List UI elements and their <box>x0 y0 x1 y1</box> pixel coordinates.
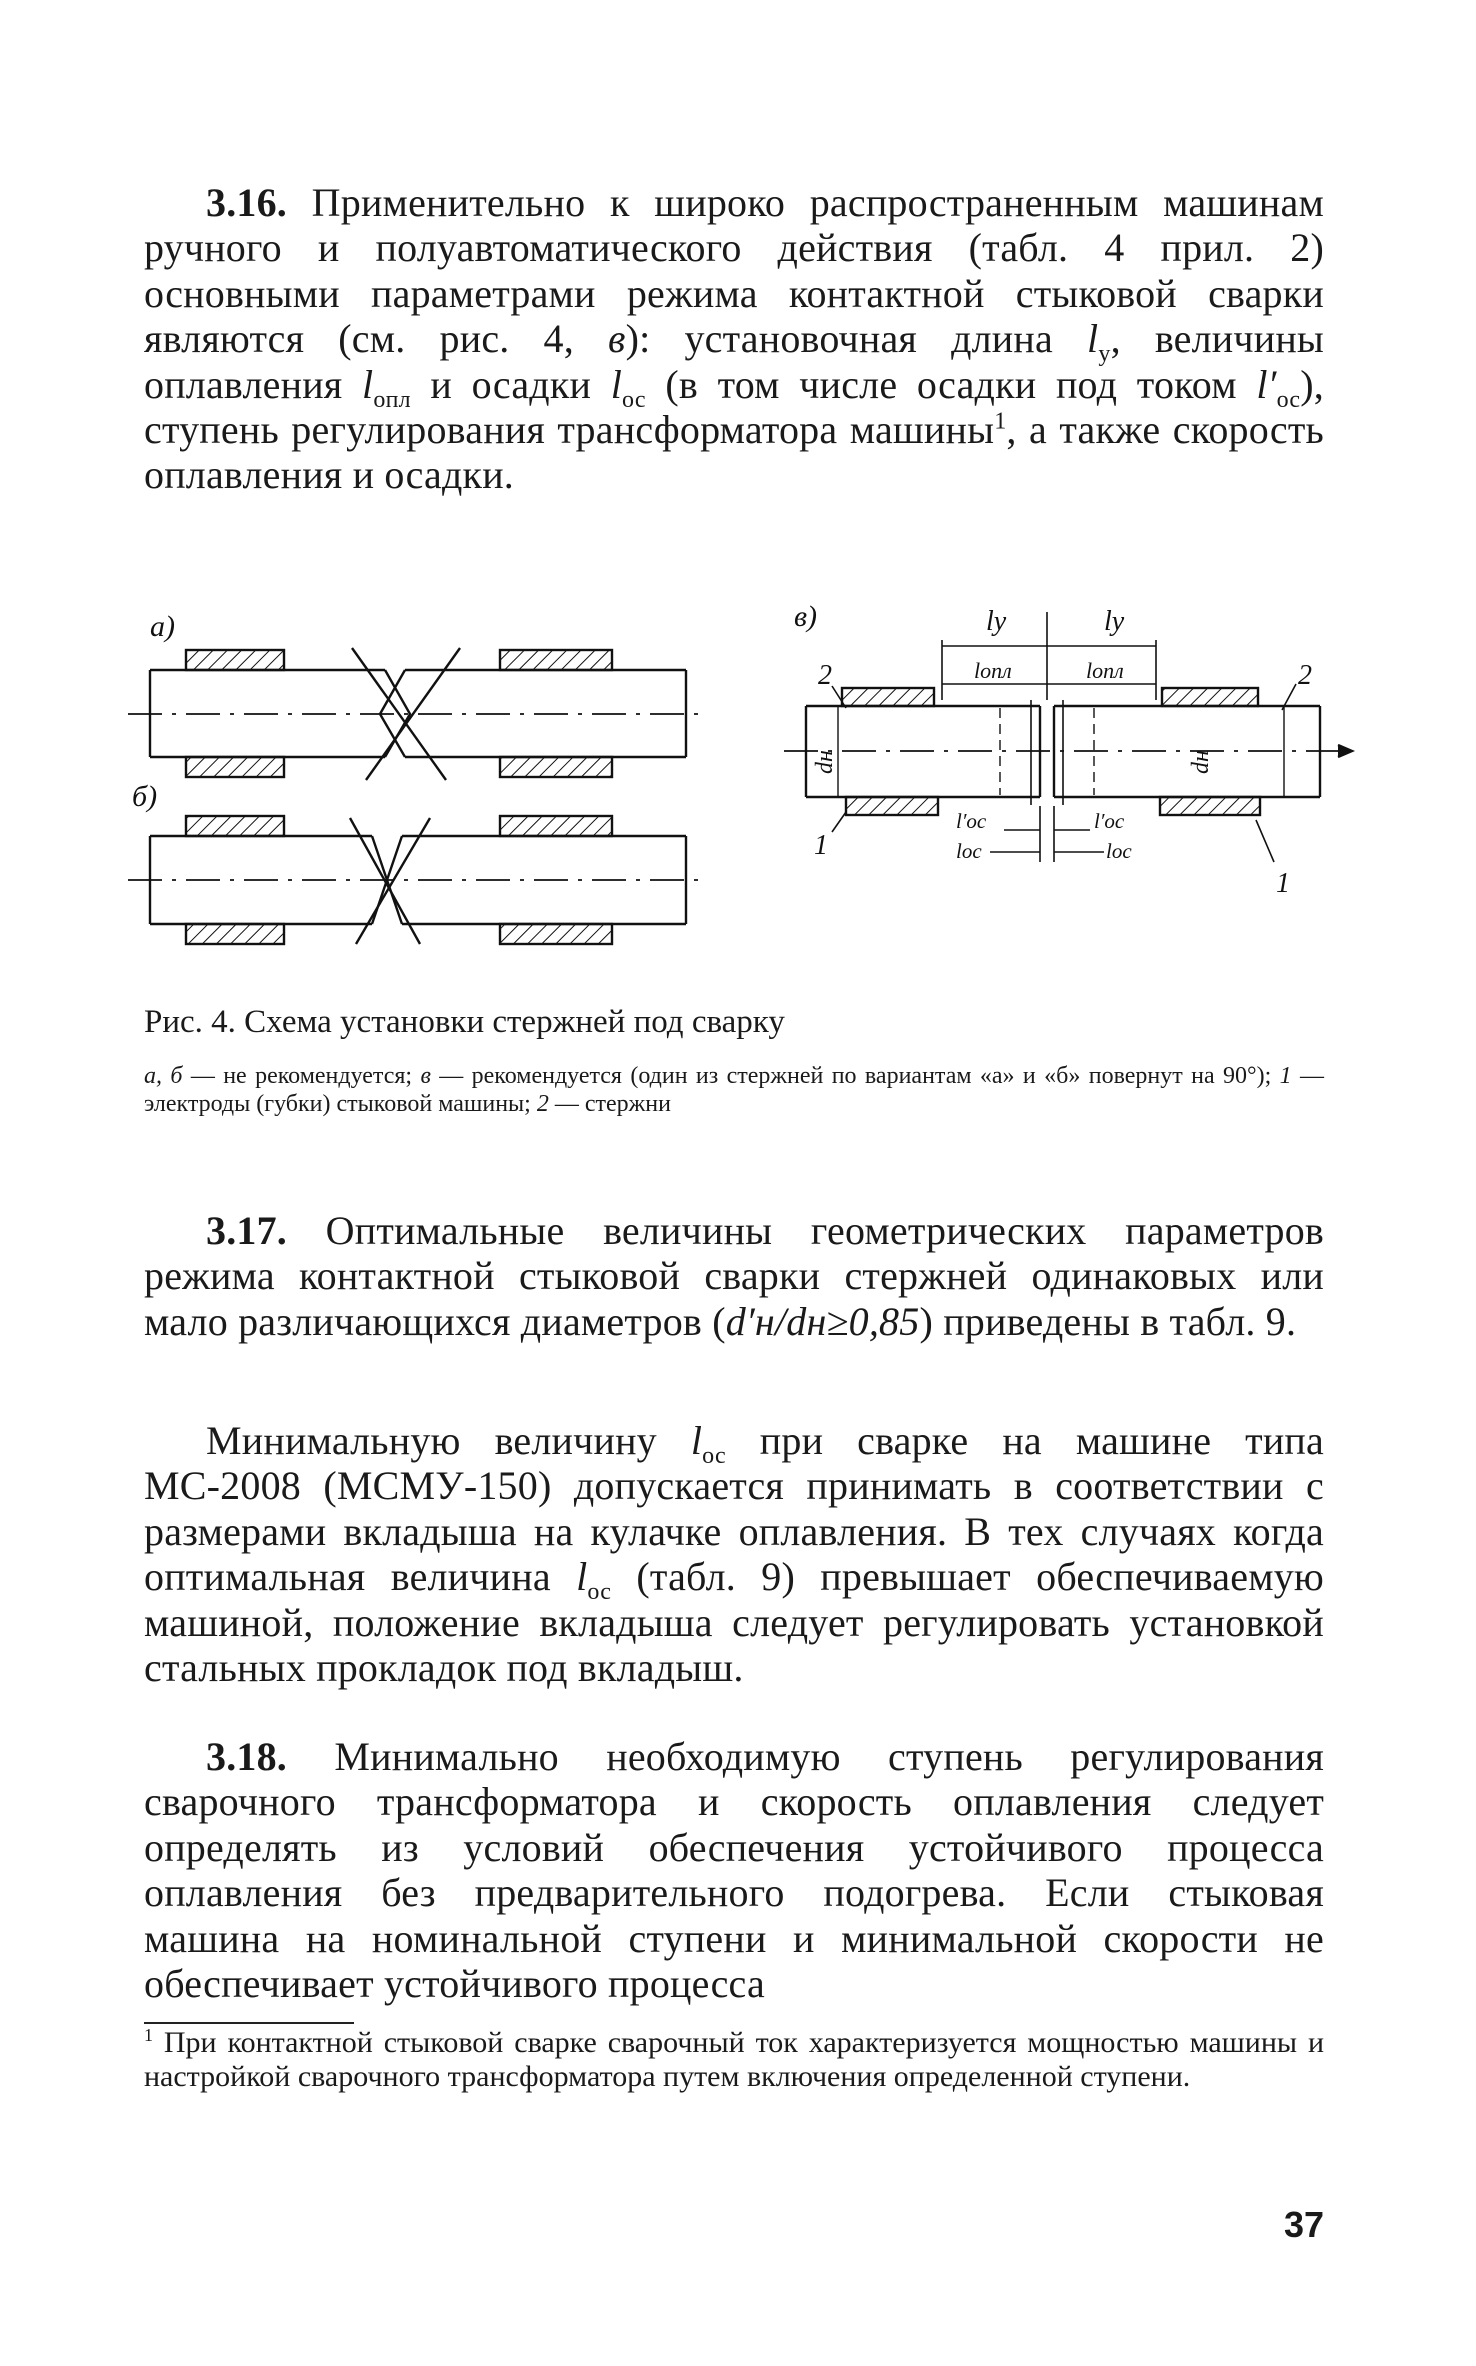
panel-v-rods <box>784 612 1352 862</box>
diameter-ratio: d′н/dн≥0,85 <box>725 1298 920 1344</box>
section-number: 3.16. <box>206 180 287 225</box>
dim-dn-left: dн <box>812 750 838 774</box>
section-number: 3.17. <box>206 1208 287 1253</box>
dim-loc-right: lос <box>1106 839 1132 863</box>
paragraph-min-loc: Минимальную величину $l_{ос}$ при сварке на машине типа МС-2008 (МСМУ-150) допускается принимать в соответствии с размерами вкладыша на кулачке оплавления. В тех случаях когда оптимальная величина $l_{ос}$ (табл. 9) превышает обеспечиваемую машиной, положение вкладыша следует регулировать установкой стальных прокладок под вкладыш. <box>144 1418 1325 1691</box>
paragraph-3-17: 3.17. Оптимальные величины геометрических параметров режима контактной стыковой сварки стержней одинаковых или мало различающихся диаметров (d′н/dн≥0,85) приведены в табл. 9. <box>144 1208 1324 1344</box>
figure-legend: а, б — не рекомендуется; в — рекомендуется (один из стержней по вариантам «а» и «б» повернут на 90°); 1 — электроды (губки) стыковой машины; 2 — стержни <box>144 1063 1324 1117</box>
section-number: 3.18. <box>206 1734 287 1779</box>
panel-v-label: в) <box>794 600 818 633</box>
dim-ly-right: lу <box>1104 606 1125 637</box>
footnote: $^1$ При контактной стыковой сварке сварочный ток характеризуется мощностью машины и настройкой сварочного трансформатора путем включения определенной ступени. <box>144 2025 1324 2093</box>
page-number: 37 <box>1283 2204 1324 2245</box>
panel-a-label: а) <box>150 610 175 643</box>
paragraph-3-16: 3.16. Применительно к широко распространенным машинам ручного и полуавтоматического действия (табл. 4 прил. 2) основными параметрами режима контактной стыковой сварки являются (см. рис. 4, в): установочная длина $l_у$, величины оплавления $l_{опл}$ и осадки $l_{ос}$ (в том числе осадки под током $l'_{ос}$), ступень регулирования трансформатора машины$^1$, а также скорость оплавления и осадки. <box>144 180 1325 498</box>
panel-b-rods <box>128 816 700 944</box>
panel-b-label: б) <box>132 780 158 813</box>
figure-4-welding-setup <box>0 580 1476 970</box>
callout-1-left: 1 <box>814 830 828 861</box>
dim-lopl-right: lопл <box>1086 658 1124 683</box>
footnote-divider <box>144 2022 354 2024</box>
dim-lopl-left: lопл <box>974 658 1012 683</box>
dim-dn-right: dн <box>1188 750 1214 774</box>
footnote-reference[interactable]: 1 <box>994 408 1007 435</box>
callout-1-right: 1 <box>1276 868 1290 899</box>
callout-2-left: 2 <box>818 660 832 691</box>
dim-loc-left: lос <box>956 839 982 863</box>
paragraph-3-18: 3.18. Минимально необходимую ступень регулирования сварочного трансформатора и скорость оплавления следует определять из условий обеспечения устойчивого процесса оплавления без предварительного подогрева. Если стыковая машина на номинальной ступени и минимальной скорости не обеспечивает устойчивого процесса <box>144 1734 1324 2007</box>
callout-2-right: 2 <box>1298 660 1312 691</box>
dim-loc-prime-left: l′ос <box>956 809 987 833</box>
dim-ly-left: lу <box>986 606 1007 637</box>
panel-a-rods <box>128 648 700 780</box>
dim-loc-prime-right: l′ос <box>1094 809 1125 833</box>
figure-caption: Рис. 4. Схема установки стержней под сварку <box>144 1004 785 1040</box>
